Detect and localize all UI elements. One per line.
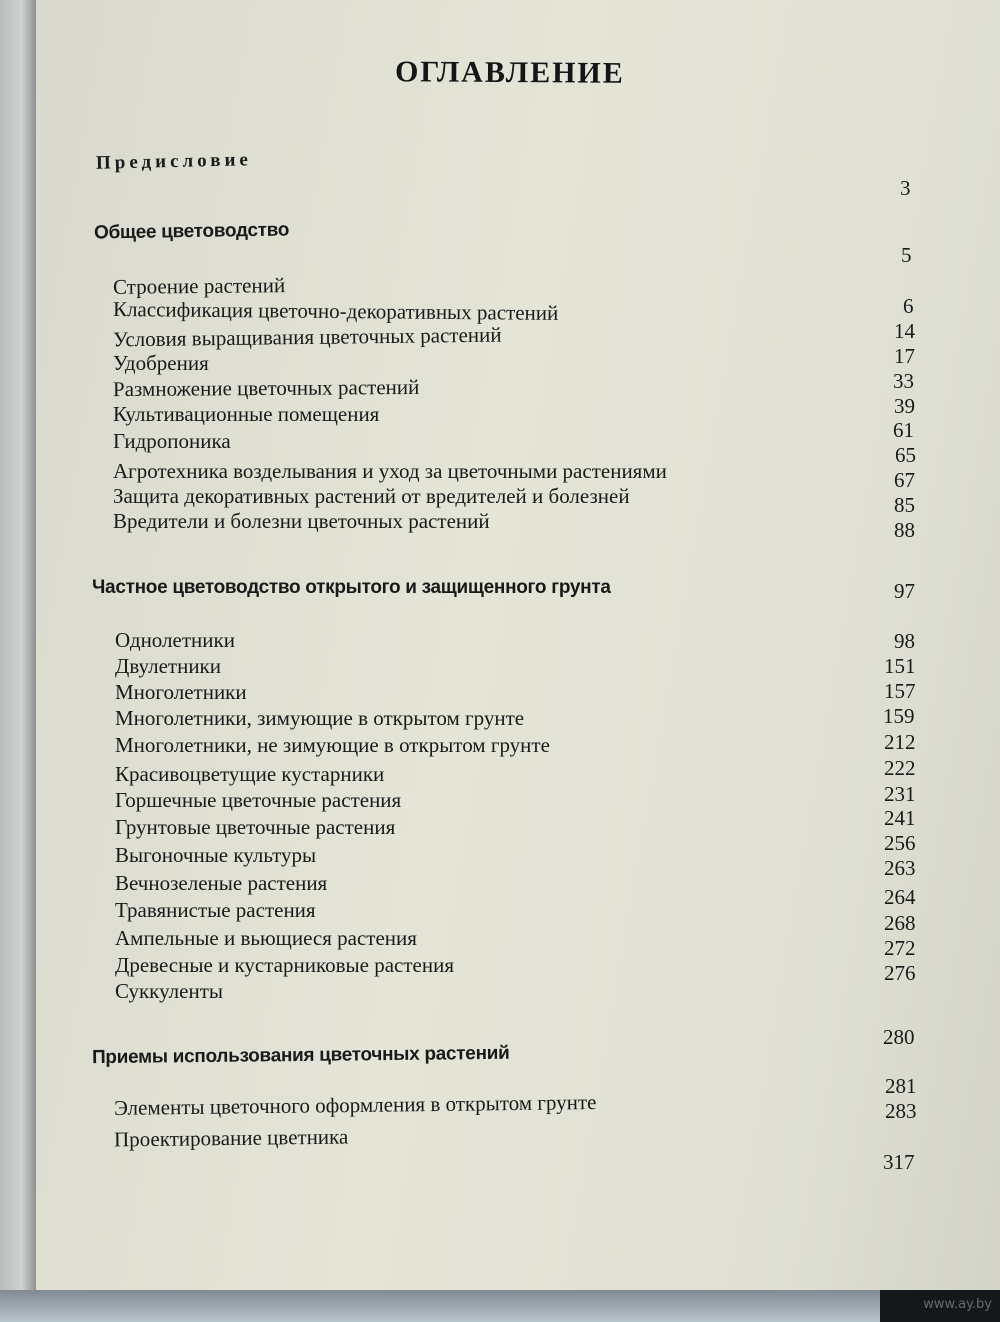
toc-page: 263 bbox=[884, 856, 916, 880]
page-title: ОГЛАВЛЕНИЕ bbox=[394, 55, 625, 90]
toc-entry: Выгоночные культуры bbox=[115, 843, 317, 867]
toc-page: 151 bbox=[884, 654, 916, 678]
toc-page: 33 bbox=[893, 369, 914, 393]
toc-entry: Гидропоника bbox=[113, 429, 231, 453]
section-page-private: 97 bbox=[894, 579, 915, 603]
watermark: www.ay.by bbox=[923, 1297, 992, 1312]
toc-entry: Вечнозеленые растения bbox=[115, 871, 328, 895]
toc-page: 67 bbox=[894, 468, 915, 492]
toc-page: 317 bbox=[883, 1150, 915, 1174]
toc-entry: Горшечные цветочные растения bbox=[115, 788, 402, 812]
section-page-usage: 280 bbox=[883, 1025, 915, 1049]
toc-entry: Удобрения bbox=[113, 351, 209, 375]
toc-page: 241 bbox=[884, 806, 916, 830]
toc-entry: Вредители и болезни цветочных растений bbox=[113, 509, 490, 533]
toc-entry: Суккуленты bbox=[115, 979, 223, 1003]
toc-page: 272 bbox=[884, 936, 916, 960]
toc-entry: Условия выращивания цветочных растений bbox=[112, 322, 502, 352]
toc-entry: Многолетники, не зимующие в открытом грунте bbox=[115, 733, 550, 757]
toc-page: 256 bbox=[884, 831, 916, 855]
toc-entry: Двулетники bbox=[115, 654, 221, 678]
toc-entry: Красивоцветущие кустарники bbox=[115, 762, 385, 786]
toc-entry: Многолетники bbox=[115, 680, 247, 704]
toc-entry: Грунтовые цветочные растения bbox=[115, 815, 396, 839]
toc-page: 14 bbox=[894, 319, 915, 343]
toc-page: 65 bbox=[895, 443, 916, 467]
book-left-edge bbox=[0, 0, 36, 1322]
toc-entry: Ампельные и вьющиеся растения bbox=[115, 926, 417, 950]
toc-page: 283 bbox=[885, 1099, 917, 1123]
section-title-usage: Приемы использования цветочных растений bbox=[91, 1042, 510, 1069]
toc-page: 264 bbox=[884, 885, 916, 909]
toc-page: 61 bbox=[893, 418, 914, 442]
toc-entry: Элементы цветочного оформления в открытом грунте bbox=[113, 1090, 597, 1120]
toc-entry: Однолетники bbox=[115, 628, 235, 652]
toc-page: 281 bbox=[885, 1074, 917, 1098]
preface-page: 3 bbox=[900, 176, 911, 200]
toc-entry: Защита декоративных растений от вредителей и болезней bbox=[113, 484, 630, 508]
toc-page: 17 bbox=[894, 344, 915, 368]
toc-entry: Древесные и кустарниковые растения bbox=[115, 953, 454, 977]
toc-page: 85 bbox=[894, 493, 915, 517]
toc-page: 157 bbox=[884, 679, 916, 703]
preface-title: Предисловие bbox=[95, 149, 253, 174]
section-title-private: Частное цветоводство открытого и защищенного грунта bbox=[92, 577, 611, 598]
toc-page: 6 bbox=[903, 294, 914, 318]
toc-page: 39 bbox=[894, 394, 915, 418]
section-page-general: 5 bbox=[901, 243, 912, 267]
toc-entry: Травянистые растения bbox=[115, 898, 316, 922]
toc-page: 212 bbox=[884, 730, 916, 754]
toc-page: 268 bbox=[884, 911, 916, 935]
toc-entry: Агротехника возделывания и уход за цветочными растениями bbox=[113, 459, 667, 483]
section-title-general: Общее цветоводство bbox=[93, 219, 290, 244]
background-strip bbox=[0, 1290, 1000, 1322]
toc-entry: Строение растений bbox=[112, 273, 286, 299]
toc-page: 159 bbox=[883, 704, 915, 728]
toc-entry: Многолетники, зимующие в открытом грунте bbox=[115, 706, 525, 730]
toc-page: 222 bbox=[884, 756, 916, 780]
toc-page: 88 bbox=[894, 518, 915, 542]
toc-entry: Проектирование цветника bbox=[113, 1124, 349, 1152]
toc-page: 276 bbox=[884, 961, 916, 985]
toc-page: 231 bbox=[884, 782, 916, 806]
toc-entry: Размножение цветочных растений bbox=[112, 374, 420, 402]
toc-entry: Культивационные помещения bbox=[113, 402, 380, 426]
toc-page: 98 bbox=[894, 629, 915, 653]
toc-entry: Классификация цветочно-декоративных растений bbox=[112, 297, 559, 325]
